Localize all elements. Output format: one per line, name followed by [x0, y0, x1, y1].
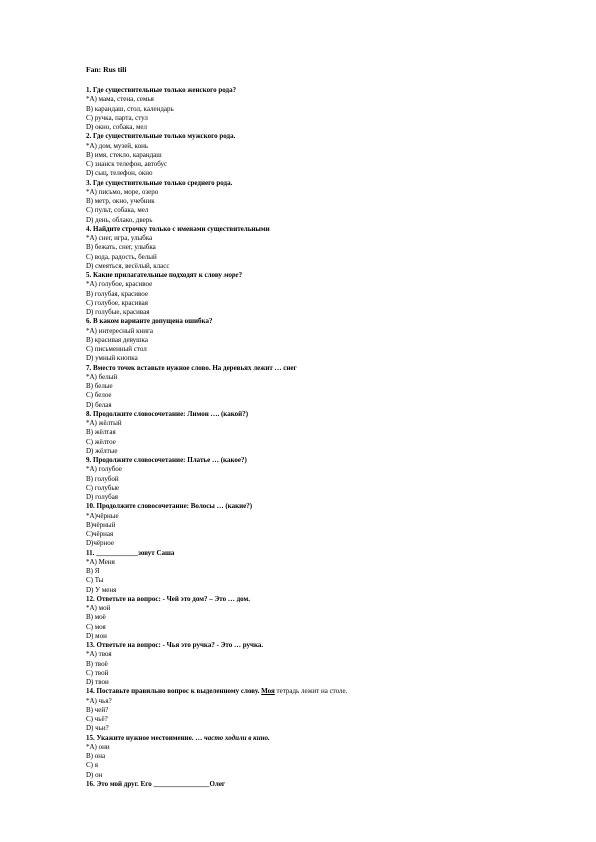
question-prompt — [86, 271, 556, 280]
question-text: 5. Какие прилагательные подходят к слову — [86, 271, 224, 279]
answer-option: С) твой — [86, 668, 109, 677]
question-text: 10. Продолжите словосочетание: Волосы … (какие?) — [86, 502, 253, 511]
answer-option: *А) дом, музей, конь — [86, 141, 149, 150]
answer-option: С) я — [86, 761, 98, 770]
answer-option: С) голубые — [86, 483, 120, 492]
answer-option: *А) мой — [86, 604, 111, 612]
answer-option: D) он — [86, 770, 103, 779]
question-text: 13. Ответьте на вопрос: - Чья это ручка? - Это … ручка. — [86, 641, 264, 649]
answer-option: D) день, облако, дверь — [86, 215, 153, 224]
answer-option: *А) твоя — [86, 650, 112, 659]
answer-option: В) метр, окно, учебник — [86, 197, 155, 205]
answer-option: С) голубое, красивая — [86, 298, 148, 307]
question-prompt — [86, 364, 556, 373]
answer-option: *А) интересный книга — [86, 326, 153, 335]
answer-option: *А) жёлтый — [86, 419, 122, 427]
question-text: 7. Вместо точек вставьте нужное слово. На деревьях лежит … снег — [86, 363, 297, 372]
question-prompt — [86, 456, 556, 465]
answer-option: В) Я — [86, 567, 100, 575]
highlighted-word: Моя — [261, 687, 275, 696]
answer-option: D) окно, собака, мел — [86, 123, 147, 131]
question-prompt — [86, 410, 556, 419]
answer-option: *А) письмо, море, озеро — [86, 187, 159, 196]
answer-option: *А) Меня — [86, 557, 115, 566]
question-text: 6. В каком варианте допущена ошибка? — [86, 317, 213, 326]
question-prompt — [86, 317, 556, 326]
answer-option: В) жёлтая — [86, 428, 116, 437]
answer-option: D) умный кнопка — [86, 354, 138, 363]
answer-option: С) белое — [86, 391, 112, 400]
italic-text: часто ходили в кино. — [204, 733, 270, 742]
question-list — [86, 86, 556, 789]
question-text: ? — [238, 271, 243, 279]
question-prompt — [86, 86, 556, 95]
answer-option: *А) голубое — [86, 465, 122, 474]
answer-option: *А) снег, игра, улыбка — [86, 234, 153, 242]
answer-option: С) Ты — [86, 576, 104, 585]
question-text: 1. Где существительные только женского рода? — [86, 86, 237, 94]
answer-option: В) бежать, снег, улыбка — [86, 243, 156, 252]
answer-option: В) белые — [86, 382, 113, 390]
question-text: 4. Найдите строчку только с именами существительными — [86, 224, 270, 233]
answer-option: *А) голубое, красивое — [86, 280, 153, 289]
question-text: 16. Это мой друг. Его ________________Олег — [86, 779, 226, 788]
answer-option: D) белая — [86, 400, 112, 409]
answer-option: D) сыц, телефон, окно — [86, 169, 153, 178]
question-text: 2. Где существительные только мужского рода. — [86, 132, 236, 141]
answer-option: В) голубая, красивое — [86, 289, 148, 298]
question-text: 8. Продолжите словосочетание: Лимон …. (какой?) — [86, 409, 249, 418]
answer-option: С) письменный стол — [86, 345, 147, 353]
answer-option: *А)чёрные — [86, 511, 119, 520]
question-text: 12. Ответьте на вопрос: - Чей это дом? – Это … дом. — [86, 594, 250, 603]
question-text: 9. Продолжите словосочетание: Платье … (какое?) — [86, 456, 247, 464]
answer-option: В)чёрный — [86, 520, 116, 529]
question-text: 3. Где существительные только среднего рода. — [86, 178, 233, 187]
answer-option: В) чей? — [86, 705, 109, 714]
answer-option: D) жёлтые — [86, 446, 118, 455]
answer-option: С) моя — [86, 622, 106, 631]
answer-option: *А) мама, стена, семья — [86, 95, 154, 104]
question-prompt — [86, 179, 556, 188]
document-title: Fan: Rus tili — [86, 65, 127, 74]
answer-option: D) мои — [86, 631, 107, 640]
answer-option: В) имя, стекло, карандаш — [86, 150, 162, 159]
answer-option: С) знанск телефон, автобус — [86, 160, 168, 168]
question-text: 14. Поставьте правильно вопрос к выделенному слову. — [86, 687, 262, 696]
answer-option: В) она — [86, 752, 106, 760]
question-text: 11. ____________зовут Саша — [86, 548, 175, 557]
answer-option: D) У меня — [86, 585, 117, 594]
answer-option: D) голубая — [86, 493, 119, 501]
answer-option: В) моё — [86, 613, 106, 622]
answer-option: С)чёрная — [86, 530, 114, 538]
question-text: 15. Укажите нужное местоимение. … — [86, 733, 205, 742]
answer-option: В) голубой — [86, 474, 119, 483]
answer-option: D) голубые, красивая — [86, 308, 150, 316]
answer-option: С) пульт, собака, мел — [86, 206, 149, 215]
question-prompt — [86, 641, 556, 650]
answer-option: D) твои — [86, 678, 109, 686]
answer-option: С) жёлтое — [86, 437, 116, 446]
question-prompt — [86, 687, 556, 696]
italic-text: море — [223, 271, 239, 279]
answer-option: D)чёрное — [86, 539, 114, 548]
question-prompt — [86, 734, 556, 743]
answer-option: С) ручка, парта, стул — [86, 113, 148, 122]
question-prompt — [86, 549, 556, 558]
answer-option: D) смеяться, весёлый, класс — [86, 261, 170, 270]
answer-option: *А) белый — [86, 372, 118, 381]
question-prompt — [86, 780, 556, 789]
answer-option: С) чьё? — [86, 715, 108, 723]
answer-option: В) карандаш, стол, календарь — [86, 104, 174, 113]
question-text: тетрадь лежит на столе. — [274, 687, 348, 696]
answer-option: D) чьи? — [86, 724, 109, 733]
question-prompt — [86, 132, 556, 141]
answer-option: В) красивая девушка — [86, 335, 148, 344]
answer-option: *А) они — [86, 742, 110, 751]
question-prompt — [86, 225, 556, 234]
answer-option: С) вода, радость, белый — [86, 252, 157, 261]
answer-option: В) твоё — [86, 659, 108, 668]
question-prompt — [86, 502, 556, 511]
question-prompt — [86, 595, 556, 604]
answer-option: *А) чья? — [86, 696, 112, 705]
